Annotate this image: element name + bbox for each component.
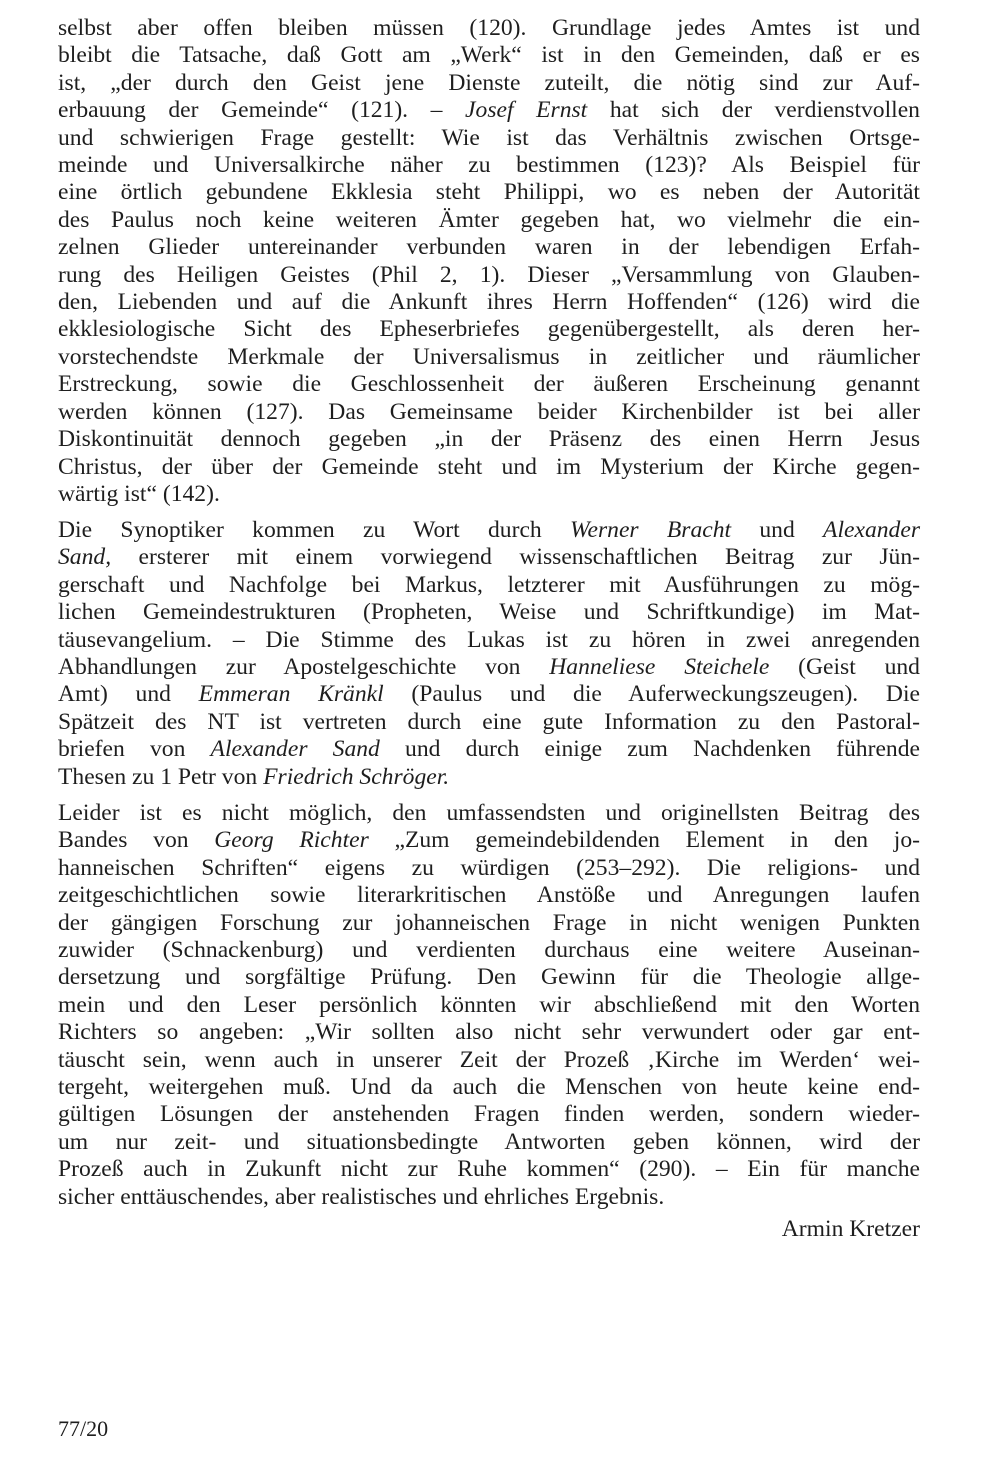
text-segment: vorstechendste Merkmale der Universalismus in zeitlicher und räumlicher (58, 343, 920, 370)
text-line (58, 627, 920, 654)
text-segment: meinde und Universalkirche näher zu bestimmen (123)? Als Beispiel für (58, 152, 920, 179)
text-segment: mein und den Leser persönlich könnten wir abschließend mit den Worten (58, 991, 920, 1018)
text-line (58, 827, 920, 854)
text-segment: Christus, der über der Gemeinde steht und im Mysterium der Kirche gegen- (58, 453, 920, 480)
text-segment: Die Synoptiker kommen zu Wort durch (58, 517, 570, 543)
text-segment: und (731, 517, 824, 543)
text-line (58, 1047, 920, 1074)
text-segment: sicher enttäuschendes, aber realistisches und ehrliches Ergebnis. (58, 1183, 665, 1210)
text-line (58, 654, 920, 681)
text-line (58, 910, 920, 937)
text-segment: und durch einige zum Nachdenken führende (379, 736, 921, 763)
text-line (58, 371, 920, 398)
text-line (58, 399, 920, 426)
page-number: 77/20 (58, 1416, 109, 1441)
text-line (58, 517, 920, 544)
text-segment: zuwider (Schnackenburg) und verdienten durchaus eine weitere Auseinan- (58, 937, 920, 964)
italic-name: Alexander (823, 517, 921, 543)
text-line (58, 454, 920, 481)
text-line (58, 681, 920, 708)
text-segment: Erstreckung, sowie die Geschlossenheit der äußeren Erscheinung genannt (58, 371, 920, 398)
text-segment: und schwierigen Frage gestellt: Wie ist das Verhältnis zwischen Ortsge- (58, 124, 920, 151)
text-line (58, 426, 920, 453)
text-segment: dersetzung und sorgfältige Prüfung. Den Gewinn für die Theologie allge- (58, 964, 920, 991)
text-line (58, 42, 920, 69)
italic-name: Sand, (58, 544, 112, 571)
text-segment: zelnen Glieder untereinander verbunden waren in der lebendigen Erfah- (58, 234, 920, 261)
text-line (58, 1101, 920, 1128)
italic-name: Friedrich Schröger. (263, 763, 450, 790)
italic-name: Josef Ernst (465, 97, 588, 124)
paragraph-1 (58, 15, 920, 508)
text-line (58, 234, 920, 261)
text-segment: Richters so angeben: „Wir sollten also nicht sehr verwundert oder gar ent- (58, 1019, 920, 1046)
italic-name: Georg Richter (214, 827, 369, 854)
text-line (58, 262, 920, 289)
text-segment: tergeht, weitergehen muß. Und da auch die Menschen von heute keine end- (58, 1074, 920, 1101)
text-segment: werden können (127). Das Gemeinsame beider Kirchenbilder ist bei aller (58, 398, 920, 425)
text-line (58, 736, 920, 763)
text-segment: Diskontinuität dennoch gegeben „in der Präsenz des einen Herrn Jesus (58, 426, 920, 453)
text-segment: Abhandlungen zur Apostelgeschichte von (58, 654, 550, 681)
text-line (58, 992, 920, 1019)
text-segment: erbauung der Gemeinde“ (121). – (58, 97, 466, 124)
text-segment: Prozeß auch in Zukunft nicht zur Ruhe kommen“ (290). – Ein für manche (58, 1156, 920, 1183)
text-line (58, 344, 920, 371)
text-segment: wärtig ist“ (142). (58, 480, 220, 507)
text-line (58, 964, 920, 991)
text-segment: täuscht sein, wenn auch in unserer Zeit der Prozeß ‚Kirche im Werden‘ wei- (58, 1046, 920, 1073)
text-segment: bleibt die Tatsache, daß Gott am „Werk“ ist in den Gemeinden, daß er es (58, 42, 920, 69)
text-segment: den, Liebenden und auf die Ankunft ihres Herrn Hoffenden“ (126) wird die (58, 289, 920, 316)
text-line (58, 316, 920, 343)
text-segment: um nur zeit- und situationsbedingte Antworten geben können, wird der (58, 1128, 920, 1155)
text-segment: (Geist und (769, 654, 920, 681)
text-line (58, 1184, 920, 1211)
paragraph-3 (58, 800, 920, 1211)
text-line (58, 179, 920, 206)
italic-name: Werner Bracht (570, 517, 732, 543)
text-line (58, 1156, 920, 1183)
text-line (58, 709, 920, 736)
italic-name: Emmeran Kränkl (198, 681, 384, 708)
text-line (58, 937, 920, 964)
text-line (58, 882, 920, 909)
text-line (58, 1074, 920, 1101)
author-signature: Armin Kretzer (781, 1216, 920, 1242)
text-line (58, 481, 920, 508)
italic-name: Alexander Sand (210, 736, 380, 763)
text-segment: „Zum gemeindebildenden Element in den jo- (368, 827, 920, 854)
text-line (58, 572, 920, 599)
text-segment: hanneischen Schriften“ eigens zu würdigen (253–292). Die religions- und (58, 854, 920, 881)
text-segment: Leider ist es nicht möglich, den umfassendsten und originellsten Beitrag des (58, 800, 920, 826)
text-line (58, 125, 920, 152)
text-segment: rung des Heiligen Geistes (Phil 2, 1). Dieser „Versammlung von Glauben- (58, 261, 920, 288)
text-segment: ersterer mit einem vorwiegend wissenschaftlichen Beitrag zur Jün- (111, 544, 920, 571)
text-line (58, 97, 920, 124)
text-segment: zeitgeschichtlichen sowie literarkritischen Anstöße und Anregungen laufen (58, 882, 920, 909)
text-segment: Bandes von (58, 827, 215, 854)
text-segment: hat sich der verdienstvollen (587, 97, 920, 124)
text-segment: des Paulus noch keine weiteren Ämter gegeben hat, wo vielmehr die ein- (58, 206, 920, 233)
text-segment: ekklesiologische Sicht des Epheserbriefes gegenübergestellt, als deren her- (58, 316, 920, 343)
text-segment: täusevangelium. – Die Stimme des Lukas ist zu hören in zwei anregenden (58, 626, 920, 653)
text-segment: Amt) und (58, 681, 199, 708)
text-segment: briefen von (58, 736, 211, 763)
text-line (58, 764, 920, 791)
text-segment: gerschaft und Nachfolge bei Markus, letzterer mit Ausführungen zu mög- (58, 571, 920, 598)
text-line (58, 70, 920, 97)
text-line (58, 599, 920, 626)
text-line (58, 15, 920, 42)
text-segment: selbst aber offen bleiben müssen (120). Grundlage jedes Amtes ist und (58, 15, 920, 41)
text-line (58, 152, 920, 179)
text-segment: eine örtlich gebundene Ekklesia steht Philippi, wo es neben der Autorität (58, 179, 920, 206)
text-segment: ist, „der durch den Geist jene Dienste zuteilt, die nötig sind zur Auf- (58, 69, 920, 96)
text-segment: der gängigen Forschung zur johanneischen Frage in nicht wenigen Punkten (58, 909, 920, 936)
text-line (58, 207, 920, 234)
text-line (58, 1129, 920, 1156)
text-segment: (Paulus und die Auferweckungszeugen). Die (383, 681, 920, 708)
text-line (58, 1019, 920, 1046)
text-segment: Thesen zu 1 Petr von (58, 763, 264, 790)
italic-name: Hanneliese Steichele (549, 654, 770, 681)
paragraph-2 (58, 517, 920, 791)
text-line (58, 544, 920, 571)
text-line (58, 855, 920, 882)
text-line (58, 800, 920, 827)
text-line (58, 289, 920, 316)
text-segment: lichen Gemeindestrukturen (Propheten, Weise und Schriftkundige) im Mat- (58, 599, 920, 626)
text-segment: Spätzeit des NT ist vertreten durch eine gute Information zu den Pastoral- (58, 708, 920, 735)
text-segment: gültigen Lösungen der anstehenden Fragen finden werden, sondern wieder- (58, 1101, 920, 1128)
